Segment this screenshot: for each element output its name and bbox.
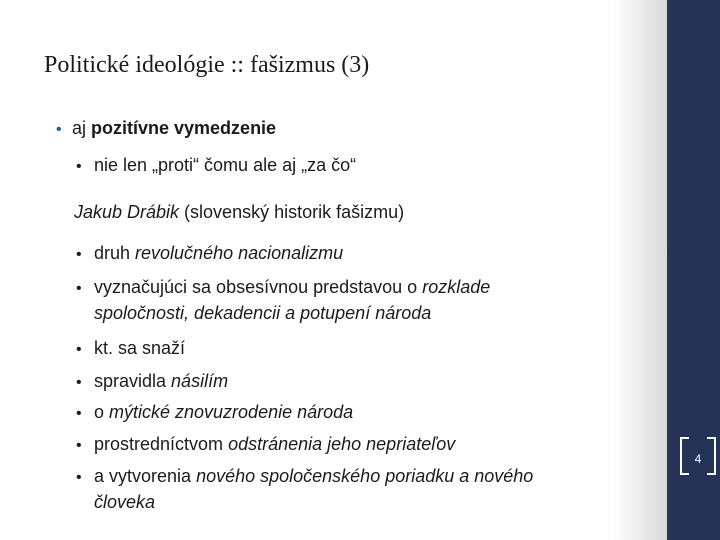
bullet-icon: • [76, 158, 82, 175]
list-item [94, 466, 533, 487]
list-item-text: o [94, 402, 110, 422]
list-item-emphasis: spoločnosti, dekadencii a potupení národa [94, 303, 432, 323]
list-item: kt. sa snaží [94, 338, 186, 358]
author-line [74, 202, 404, 223]
list-item-emphasis: násilím [171, 371, 229, 391]
list-item-text: a vytvorenia [94, 466, 197, 486]
bullet-icon: • [76, 374, 82, 391]
level1-prefix: aj [72, 118, 92, 138]
list-item-emphasis: odstránenia jeho nepriateľov [228, 434, 456, 454]
side-gradient [612, 0, 667, 540]
list-item-emphasis: mýtické znovuzrodenie národa [109, 402, 354, 422]
list-item-emphasis: revolučného nacionalizmu [135, 243, 344, 263]
list-item-text: druh [94, 243, 136, 263]
list-item-continuation [94, 492, 155, 513]
list-item-text: vyznačujúci sa obsesívnou predstavou o [94, 277, 423, 297]
list-item-text: spravidla [94, 371, 172, 391]
bullet-icon: • [76, 280, 82, 297]
page-number-text: 4 [694, 452, 702, 466]
level1-item [72, 118, 276, 139]
list-item [94, 434, 455, 455]
list-item-continuation [94, 303, 431, 324]
page-number [678, 440, 718, 478]
bullet-icon: • [56, 121, 62, 138]
level2-item: nie len „proti“ čomu ale aj „za čo“ [94, 155, 357, 175]
list-item-emphasis: človeka [94, 492, 156, 512]
bullet-icon: • [76, 341, 82, 358]
list-item [94, 402, 353, 423]
list-item-emphasis: nového spoločenského poriadku a nového [196, 466, 534, 486]
author-name: Jakub Drábik [74, 202, 180, 222]
author-description: (slovenský historik fašizmu) [179, 202, 405, 222]
slide-title: Politické ideológie :: fašizmus (3) [44, 52, 370, 78]
level1-bold: pozitívne vymedzenie [91, 118, 277, 138]
bullet-icon: • [76, 469, 82, 486]
bullet-icon: • [76, 405, 82, 422]
list-item-emphasis: rozklade [422, 277, 491, 297]
bullet-icon: • [76, 246, 82, 263]
list-item-text: prostredníctvom [94, 434, 229, 454]
list-item [94, 243, 343, 264]
bullet-icon: • [76, 437, 82, 454]
list-item [94, 371, 228, 392]
list-item [94, 277, 490, 298]
